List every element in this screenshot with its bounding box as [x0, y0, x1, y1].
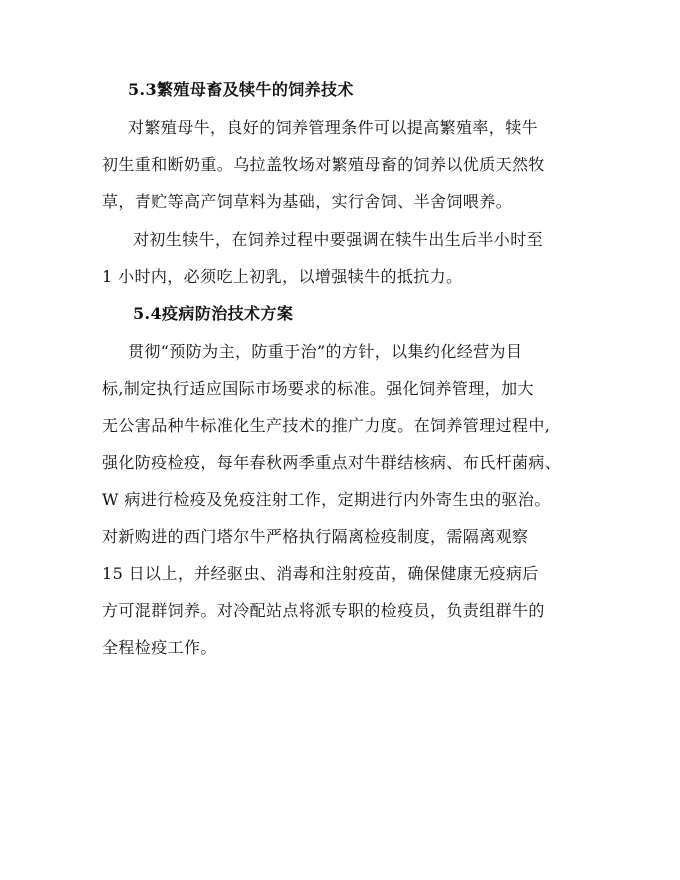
- paragraph-line: 方可混群饲养。对冷配站点将派专职的检疫员，负责组群牛的: [102, 601, 545, 620]
- paragraph-line: 15 日以上，并经驱虫、消毒和注射疫苗，确保健康无疫病后: [102, 564, 539, 583]
- paragraph-line: W 病进行检疫及免疫注射工作，定期进行内外寄生虫的驱治。: [102, 490, 551, 509]
- section-heading-5-4: 5.4疫病防治技术方案: [133, 304, 294, 323]
- paragraph-line: 贯彻“预防为主，防重于治”的方针，以集约化经营为目: [128, 342, 523, 361]
- paragraph-line: 对繁殖母牛，良好的饲养管理条件可以提高繁殖率，犊牛: [128, 118, 539, 137]
- paragraph-line: 标,制定执行适应国际市场要求的标准。强化饲养管理，加大: [102, 379, 534, 398]
- paragraph-line: 无公害品种牛标准化生产技术的推广力度。在饲养管理过程中,: [102, 416, 551, 435]
- paragraph-line: 初生重和断奶重。乌拉盖牧场对繁殖母畜的饲养以优质天然牧: [102, 155, 545, 174]
- paragraph-line: 全程检疫工作。: [102, 638, 217, 657]
- paragraph-line: 草，青贮等高产饲草料为基础，实行舍饲、半舍饲喂养。: [102, 192, 513, 211]
- paragraph-line: 强化防疫检疫，每年春秋两季重点对牛群结核病、布氏杆菌病、: [102, 453, 562, 472]
- paragraph-line: 对新购进的西门塔尔牛严格执行隔离检疫制度，需隔离观察: [102, 527, 529, 546]
- paragraph-line: 对初生犊牛，在饲养过程中要强调在犊牛出生后半小时至: [133, 230, 544, 249]
- paragraph-line: 1 小时内，必须吃上初乳，以增强犊牛的抵抗力。: [102, 267, 463, 286]
- section-heading-5-3: 5.3繁殖母畜及犊牛的饲养技术: [128, 80, 354, 99]
